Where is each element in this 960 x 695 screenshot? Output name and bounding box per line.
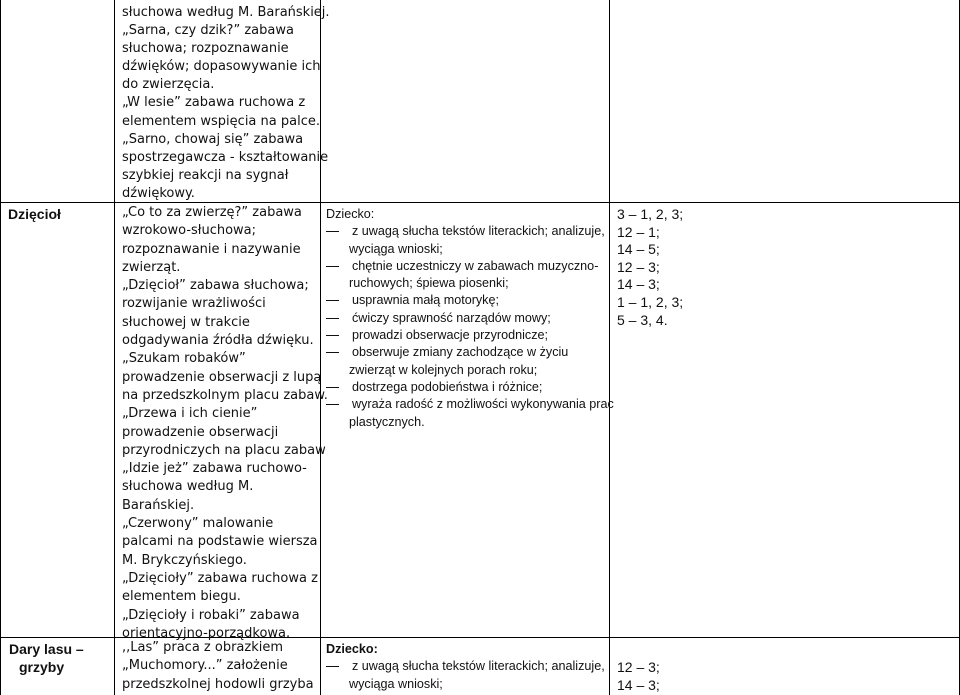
activity-line: zwierząt. <box>122 259 181 275</box>
goal-item: z uwagą słucha tekstów literackich; analizuje, <box>326 223 614 240</box>
topic-label: Dzięcioł <box>8 206 61 222</box>
activity-line: dźwięków; dopasowywanie ich <box>122 59 321 75</box>
activity-line: „Dzięcioły” zabawa ruchowa z <box>122 570 318 586</box>
goals-title: Dziecko: <box>326 642 378 656</box>
dash-bullet <box>326 318 339 319</box>
goals-title: Dziecko: <box>326 207 375 221</box>
activity-line: „W lesie” zabawa ruchowa z <box>122 95 306 111</box>
activity-line: rozwijanie wrażliwości <box>122 296 266 312</box>
standards-cell <box>617 206 683 329</box>
activity-line: „Idzie jeż” zabawa ruchowo- <box>122 461 307 477</box>
goal-item-continuation: wyciąga wnioski; <box>349 676 443 691</box>
activity-line: słuchowej w trakcie <box>122 314 250 330</box>
activity-line: palcami na podstawie wiersza <box>122 534 318 550</box>
activity-line: prowadzenie obserwacji z lupą <box>122 369 322 385</box>
dash-bullet <box>326 335 339 336</box>
activity-line: do zwierzęcia. <box>122 77 215 93</box>
goal-item-continuation: wyciąga wnioski; <box>349 241 443 256</box>
goal-item: usprawnia małą motorykę; <box>326 292 614 309</box>
activity-line: elementem biegu. <box>122 589 241 605</box>
activity-line: „Dzięcioły i robaki” zabawa <box>122 607 300 623</box>
standard-line: 3 – 1, 2, 3; <box>617 206 684 222</box>
dash-bullet <box>326 231 339 232</box>
goal-item: chętnie uczestniczy w zabawach muzyczno- <box>326 258 614 275</box>
dash-bullet <box>326 266 339 267</box>
standard-line: 1 – 1, 2, 3; <box>617 293 684 310</box>
activities-cell <box>122 204 328 643</box>
activity-line: „Muchomory...” założenie <box>122 658 288 674</box>
dash-bullet <box>326 387 339 388</box>
activity-line: wzrokowo-słuchowa; <box>122 223 257 239</box>
activity-line: odgadywania źródła dźwięku. <box>122 333 314 349</box>
standard-line: 12 – 3; <box>617 659 660 675</box>
activity-line: „Drzewa i ich cienie” <box>122 406 258 422</box>
activity-line: słuchowa według M. Barańskiej. <box>122 5 330 20</box>
goal-item: z uwagą słucha tekstów literackich; analizuje, <box>326 658 605 675</box>
goals-cell <box>326 641 605 693</box>
standard-line: 14 – 3; <box>617 276 660 293</box>
standard-line: 5 – 3, 4. <box>617 311 668 328</box>
goal-item: obserwuje zmiany zachodzące w życiu <box>326 344 614 361</box>
goal-item: ćwiczy sprawność narządów mowy; <box>326 310 614 327</box>
activity-line: Barańskiej. <box>122 497 195 513</box>
activity-line: ,,Las” praca z obrazkiem <box>122 640 284 655</box>
activity-line: przedszkolnej hodowli grzyba <box>122 676 314 692</box>
dash-bullet <box>326 666 339 667</box>
goal-item: dostrzega podobieństwa i różnice; <box>326 379 614 396</box>
standard-line: 12 – 1; <box>617 223 660 240</box>
goal-item: prowadzi obserwacje przyrodnicze; <box>326 327 614 344</box>
goal-item-continuation: zwierząt w kolejnych porach roku; <box>349 362 538 377</box>
activity-line: słuchowa; rozpoznawanie <box>122 41 289 57</box>
dash-bullet <box>326 352 339 353</box>
topic-label: Dary lasu – grzyby <box>9 641 84 675</box>
goal-item-continuation: ruchowych; śpiewa piosenki; <box>349 276 509 291</box>
activity-line: słuchowa według M. <box>122 479 254 495</box>
activity-line: „Sarna, czy dzik?” zabawa <box>122 23 294 39</box>
activities-cell <box>122 639 314 694</box>
goals-cell <box>326 206 614 431</box>
activity-line: „Czerwony” malowanie <box>122 516 274 532</box>
activity-line: „Sarno, chowaj się” zabawa <box>122 131 304 147</box>
table-border-left <box>0 0 1 695</box>
column-divider <box>114 0 115 695</box>
activity-line: na przedszkolnym placu zabaw. <box>122 387 328 403</box>
dash-bullet <box>326 300 339 301</box>
dash-bullet <box>326 404 339 405</box>
standard-line: 14 – 3; <box>617 676 660 693</box>
standard-line: 12 – 3; <box>617 258 660 275</box>
activity-line: dźwiękowy. <box>122 185 195 201</box>
activity-line: prowadzenie obserwacji <box>122 424 279 440</box>
activity-line: „Dzięcioł” zabawa słuchowa; <box>122 278 309 294</box>
activity-line: elementem wspięcia na palce. <box>122 113 320 129</box>
activity-line: „Co to za zwierzę?” zabawa <box>122 205 302 220</box>
activity-line: spostrzegawcza - kształtowanie <box>122 149 329 165</box>
activity-line: szybkiej reakcji na sygnał <box>122 167 289 183</box>
activity-line: przyrodniczych na placu zabaw <box>122 442 326 458</box>
goal-item: wyraża radość z możliwości wykonywania prac <box>326 396 614 413</box>
activity-line: M. Brykczyńskiego. <box>122 552 247 568</box>
activity-line: „Szukam robaków” <box>122 351 246 367</box>
activity-line: rozpoznawanie i nazywanie <box>122 241 301 257</box>
activity-line: orientacyjno-porządkowa. <box>122 625 291 641</box>
goal-item-continuation: plastycznych. <box>349 414 425 429</box>
standards-cell <box>617 659 660 694</box>
standard-line: 14 – 5; <box>617 241 660 258</box>
activities-cell <box>122 4 330 203</box>
